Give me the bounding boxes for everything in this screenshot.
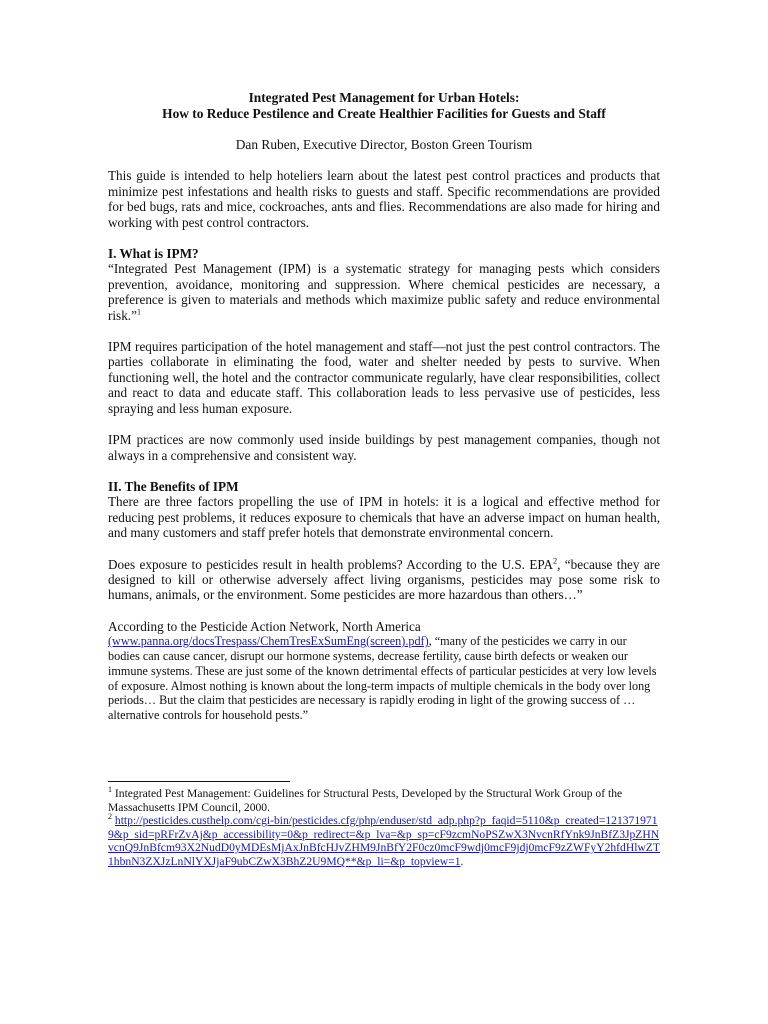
footnote-1-number: 1 [108,785,112,795]
ipm-definition-quote [108,261,660,323]
footnote-ref-2[interactable]: 2 [553,556,558,566]
epa-paragraph [108,557,660,603]
ipm-participation-paragraph: IPM requires participation of the hotel management and staff—not just the pest control contractors. The parties collaborate in eliminating the food, water and shelter needed by pests to survive. When functioning well, the hotel and the contractor communicate regularly, have clear responsibilities, collect and react to data and educate staff. This collaboration leads to less pervasive use of pesticides, less spraying and less human exposure. [108,339,660,416]
footnote-ref-1[interactable]: 1 [136,307,141,317]
epa-text-after: , “because they are designed to kill or otherwise adversely affect living organisms, pesticides may pose some risk to humans, animals, or the environment. Some pesticides are more hazardous than others…” [108,556,660,603]
intro-paragraph: This guide is intended to help hoteliers learn about the latest pest control practices and products that minimize pest infestations and health risks to guests and staff. Specific recommendations are provided for bed bugs, rats and mice, cockroaches, ants and flies. Recommendations are also made for hiring and working with pest control contractors. [108,168,660,230]
document-title-line1: Integrated Pest Management for Urban Hotels: [248,90,520,105]
document-body [108,90,660,723]
panna-link[interactable]: (www.panna.org/docsTrespass/ChemTresExSumEng(screen).pdf) [108,634,429,649]
epa-text-before: Does exposure to pesticides result in health problems? According to the U.S. EPA [108,556,554,572]
pan-quote-text: , “many of the pesticides we carry in our bodies can cause cancer, disrupt our hormone systems, decrease fertility, cause birth defects or weaken our immune systems. These are just some of the known detrimental effects of particular pesticides at very low levels of exposure. Almost nothing is known about the long-term impacts of multiple chemicals in the body over long periods… But the claim that pesticides are necessary is rapidly eroding in light of the growing success of … alternative controls for household pests.” [108,634,657,723]
footnote-1-text: Integrated Pest Management: Guidelines for Structural Pests, Developed by the Structural Work Group of the Massachusetts IPM Council, 2000. [108,787,623,814]
footnote-2-number: 2 [108,812,112,822]
document-author: Dan Ruben, Executive Director, Boston Green Tourism [235,137,533,152]
footnote-2 [108,814,660,868]
pan-paragraph [108,634,660,723]
footnote-2-link[interactable]: http://pesticides.custhelp.com/cgi-bin/pesticides.cfg/php/enduser/std_adp.php?p_faqid=5110&p_created=1213719719&p_sid=pRFrZvAj&p_accessibility=0&p_redirect=&p_lva=&p_sp=cF9zcmNoPSZwX3NvcnRfYnk9JnBfZ3JpZHNvcnQ9JnBfcm93X2NudD0yMDEsMjAxJnBfcHJvZHM9JnBfY2F0cz0mcF9wdj0mcF9jdj0mcF9zZWFyY2hfdHlwZT1hbnN3ZXJzLnNlYXJjaF9ubCZwX3BhZ2U9MQ**&p_li=&p_topview=1 [108,814,660,868]
ipm-practices-paragraph: IPM practices are now commonly used inside buildings by pest management companies, though not always in a comprehensive and consistent way. [108,432,660,463]
footnote-divider [108,781,290,782]
footnote-1 [108,787,660,814]
pan-intro: According to the Pesticide Action Network, North America [108,618,421,634]
benefits-paragraph: There are three factors propelling the use of IPM in hotels: it is a logical and effective method for reducing pest problems, it reduces exposure to chemicals that have an adverse impact on human health, and many customers and staff prefer hotels that demonstrate environmental concern. [108,494,660,541]
section-heading-benefits: II. The Benefits of IPM [108,478,239,494]
ipm-definition-text: “Integrated Pest Management (IPM) is a systematic strategy for managing pests which considers prevention, avoidance, monitoring and suppression. Where chemical pesticides are necessary, a preference is given to materials and methods which maximize public safety and reduce environmental risk.” [108,261,660,323]
document-title-line2: How to Reduce Pestilence and Create Healthier Facilities for Guests and Staff [162,106,606,121]
footnote-2-period: . [460,854,464,868]
footnotes-section [108,781,660,869]
section-heading-what-is-ipm: I. What is IPM? [108,246,199,262]
